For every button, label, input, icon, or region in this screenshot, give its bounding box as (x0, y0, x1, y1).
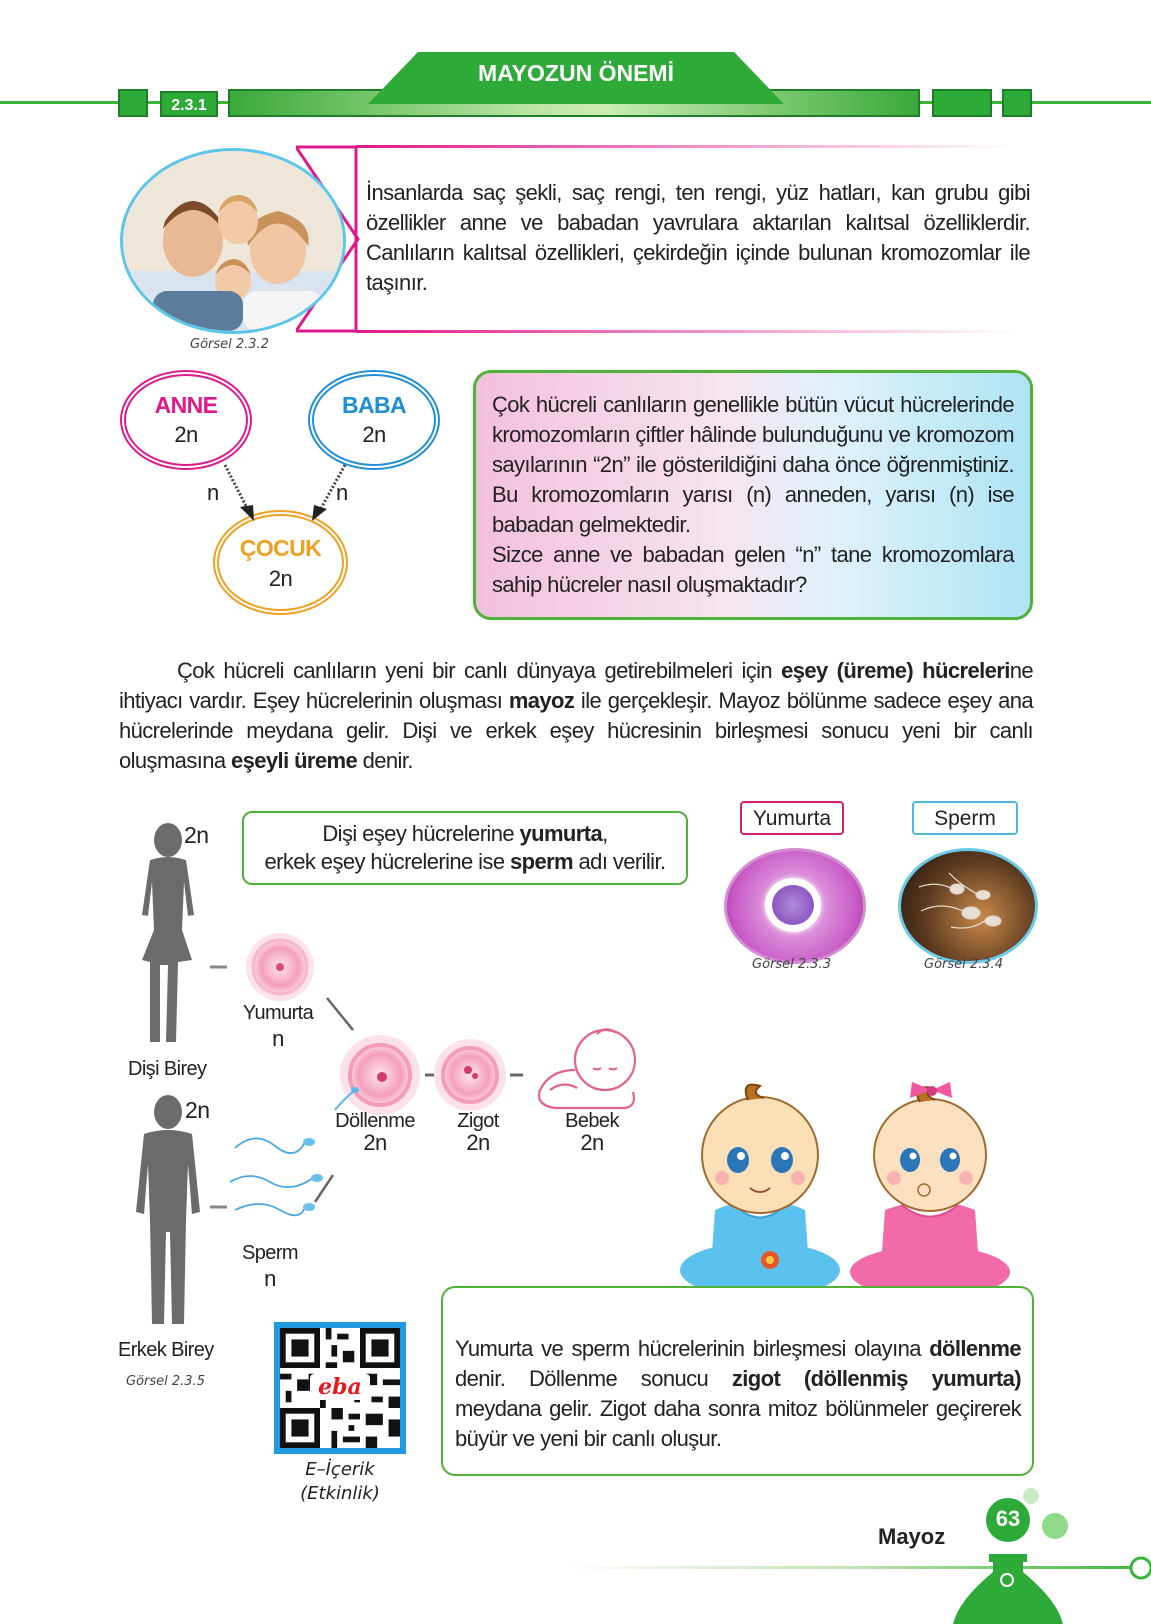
sperm-label: Sperm (242, 1242, 298, 1264)
male-ploidy: 2n (185, 1097, 210, 1123)
mother-label: ANNE (154, 392, 218, 418)
gamete-note-text: Dişi eşey hücrelerine yumurta, erkek eşey hücrelerine ise sperm adı verilir. (264, 821, 666, 874)
zygote-ploidy: 2n (466, 1130, 490, 1155)
egg-photo (724, 848, 866, 964)
baby-ploidy: 2n (580, 1130, 604, 1155)
female-label: Dişi Birey (128, 1058, 207, 1080)
question-text (492, 390, 1014, 600)
header-square-right-2 (1002, 89, 1032, 117)
question-paragraph-2: Sizce anne ve babadan gelen “n” tane kromozomlara sahip hücreler nasıl oluşmaktadır? (492, 542, 1014, 597)
photo-caption: Görsel 2.3.2 (190, 337, 269, 352)
section-number: 2.3.1 (160, 91, 218, 117)
female-ploidy: 2n (184, 822, 209, 848)
page-number: 63 (995, 1506, 1021, 1531)
egg-ploidy: n (272, 1026, 284, 1051)
flask-decoration (945, 1480, 1151, 1624)
summary-text: Yumurta ve sperm hücrelerinin birleşmesi olayına döllenme denir. Döllenme sonucu zigot (döllenmiş yumurta) meydana gelir. Zigot daha sonra mitoz bölünmeler geçirerek büyür ve yeni bir canlı oluşur. (455, 1336, 1021, 1451)
baby-label: Bebek (565, 1110, 619, 1132)
fertilization-caption: Görsel 2.3.5 (126, 1374, 205, 1389)
fertilization-diagram (205, 920, 665, 1240)
qr-code-frame[interactable] (274, 1322, 406, 1454)
inheritance-arrows (200, 455, 380, 535)
child-label: ÇOCUK (239, 535, 322, 561)
male-silhouette (118, 1092, 218, 1332)
father-label: BABA (341, 392, 407, 418)
zygote-label: Zigot (457, 1110, 499, 1132)
child-ploidy: 2n (268, 566, 293, 591)
sperm-ploidy: n (264, 1266, 276, 1291)
fertilization-ploidy: 2n (363, 1130, 387, 1155)
question-paragraph-1: Çok hücreli canlıların genellikle bütün vücut hücrelerinde kromozomların çiftler hâlinde bulunduğunu ve kromozom sayılarının “2n” ile gösterildiğini daha önce öğrenmiştiniz. Bu kromozomların yarısı (n) anneden, yarısı (n) ise babadan gelmektedir. (492, 392, 1014, 537)
sperm-caption: Görsel 2.3.4 (924, 957, 1003, 972)
babies-illustration (680, 1080, 1010, 1300)
body-paragraph: Çok hücreli canlıların yeni bir canlı dünyaya getirebilmeleri için eşey (üreme) hücrelerine ihtiyacı vardır. Eşey hücrelerinin oluşması mayoz ile gerçekleşir. Mayoz bölünme sadece eşey ana hücrelerinde meydana gelir. Dişi ve erkek eşey hücresinin birleşmesi sonucu yeni bir canlı oluşmasına eşeyli üreme denir. (119, 658, 1034, 773)
mother-ploidy: 2n (174, 422, 198, 447)
page-title: MAYOZUN ÖNEMİ (478, 60, 674, 86)
eba-logo: eba (310, 1374, 370, 1400)
chapter-name: Mayoz (878, 1524, 946, 1549)
sperm-photo (898, 848, 1038, 964)
header-square-right-1 (932, 89, 992, 117)
male-label: Erkek Birey (118, 1339, 214, 1361)
header-square-left (118, 89, 148, 117)
sperm-tag: Sperm (912, 801, 1018, 835)
egg-tag: Yumurta (740, 801, 844, 835)
egg-caption: Görsel 2.3.3 (752, 957, 831, 972)
father-ploidy: 2n (362, 422, 386, 447)
fertilization-label: Döllenme (335, 1110, 415, 1132)
father-arrow-label: n (336, 480, 348, 505)
qr-label: E–İçerik (Etkinlik) (300, 1459, 380, 1504)
egg-label: Yumurta (242, 1002, 314, 1024)
intro-text: İnsanlarda saç şekli, saç rengi, ten rengi, yüz hatları, kan grubu gibi özellikler anne ve babadan yavrulara aktarılan kalıtsal özelliklerdir. Canlıların kalıtsal özellikleri, çekirdeğin içinde bulunan kromozomlar ile taşınır. (366, 180, 1030, 295)
mother-arrow-label: n (207, 480, 219, 505)
family-photo (120, 148, 346, 334)
